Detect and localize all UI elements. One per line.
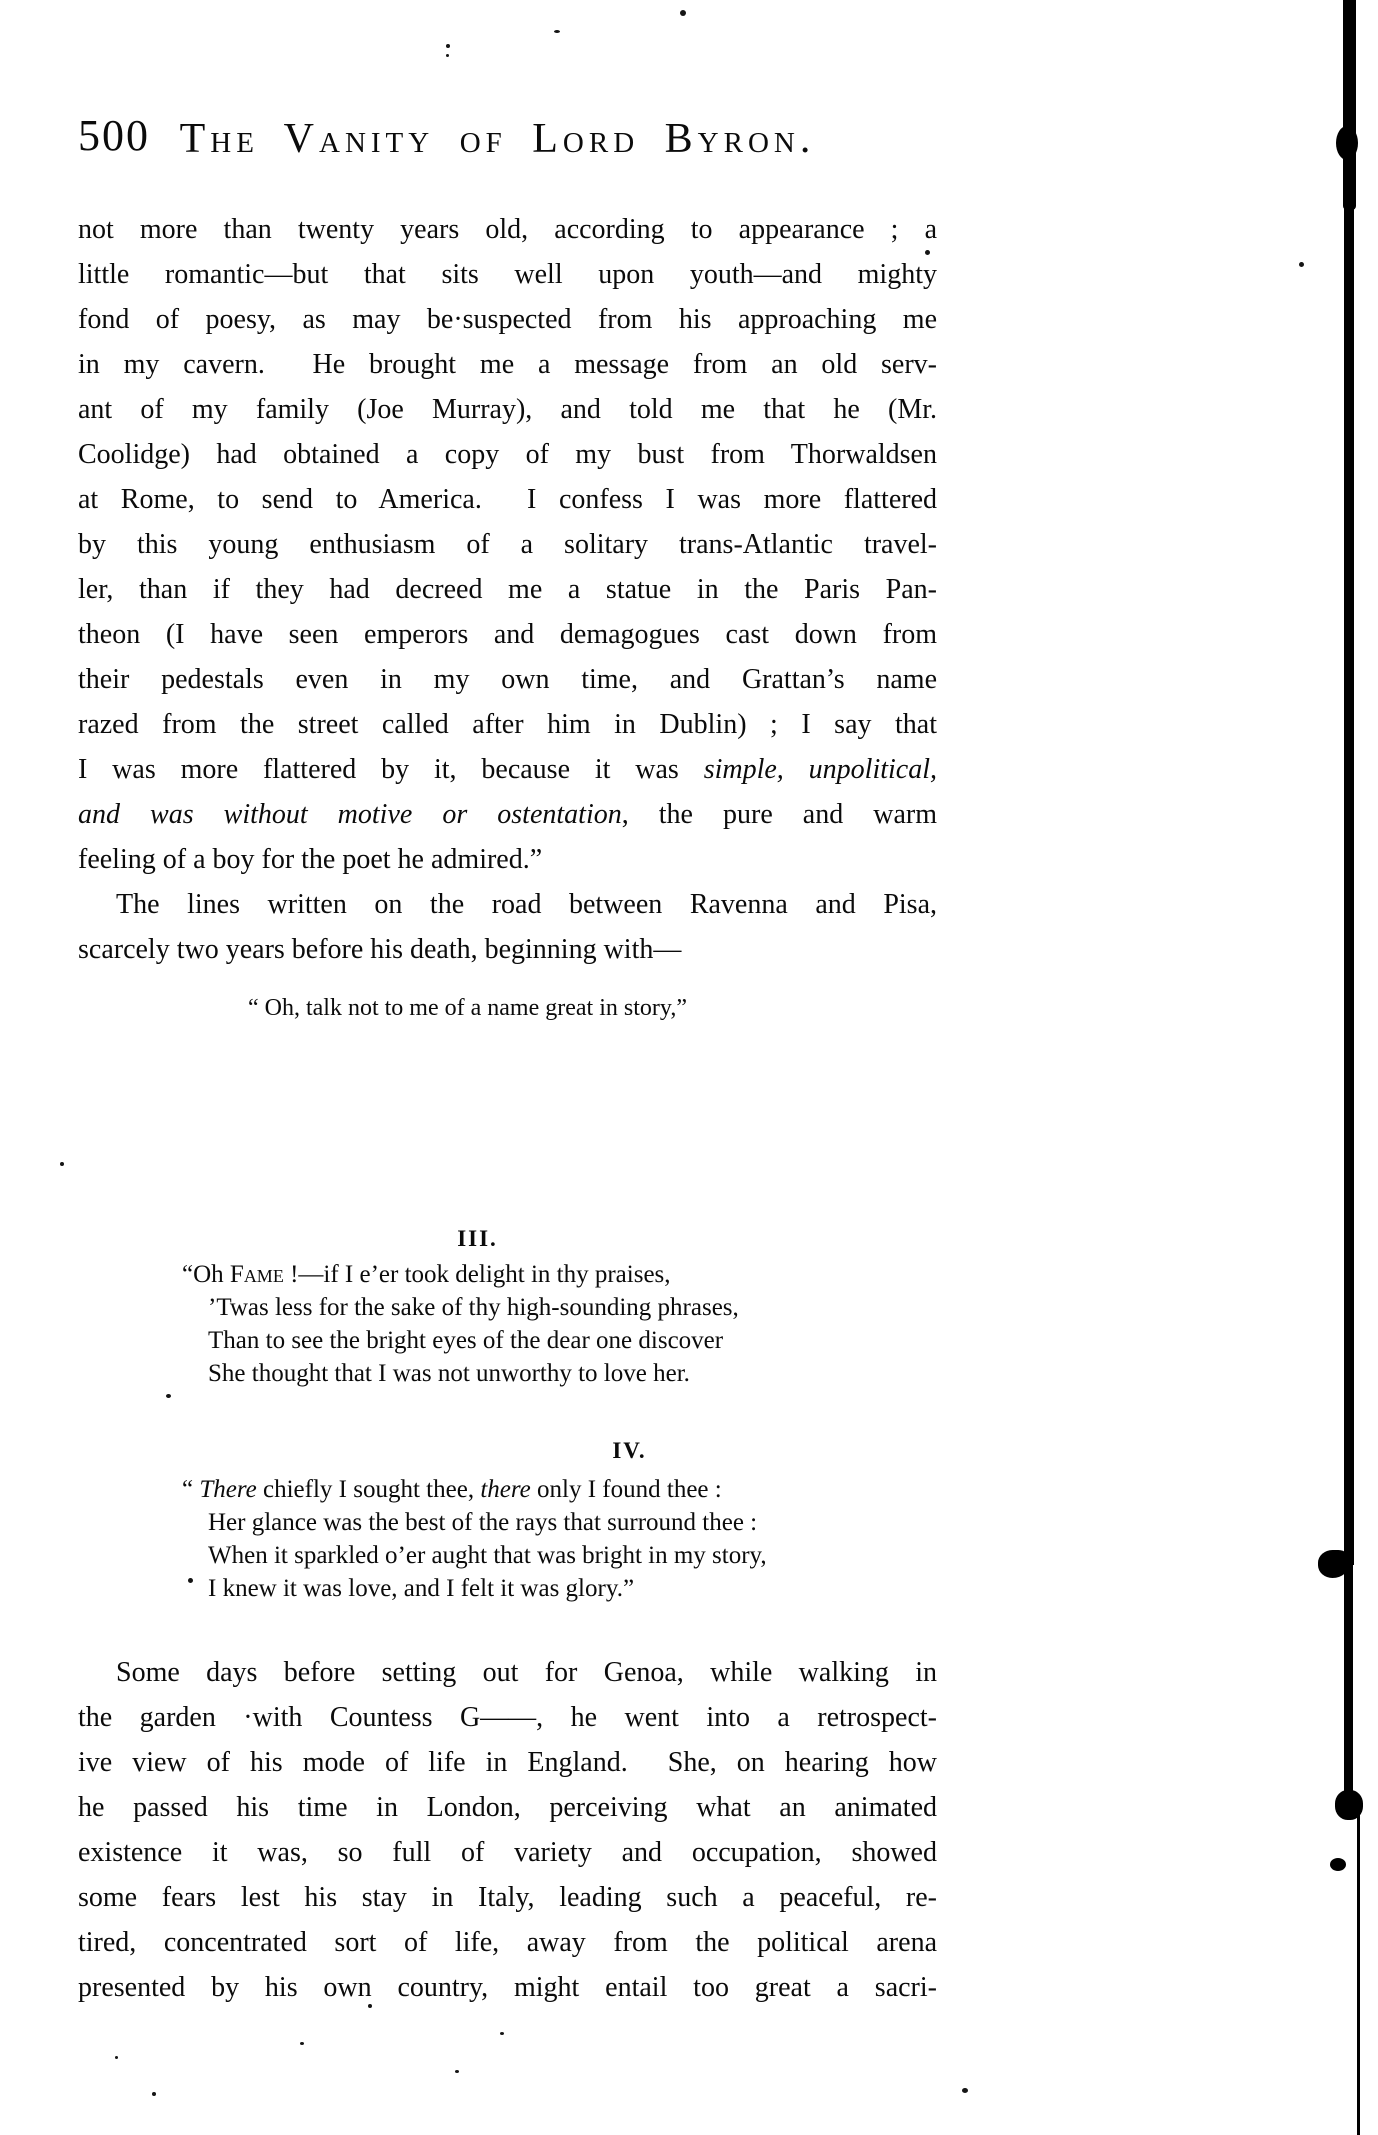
text-line	[78, 1650, 937, 1695]
text-segment: their pedestals even in my own time, and Grattan’s name	[78, 664, 937, 695]
text-line	[78, 432, 937, 477]
text-line	[78, 477, 937, 522]
scan-edge-blob	[1336, 126, 1358, 160]
text-line	[78, 747, 937, 792]
text-line	[78, 1740, 937, 1785]
text-segment: III.	[457, 1226, 498, 1251]
stanza-iii	[78, 1258, 937, 1390]
text-segment: I was more flattered by it, because it was	[78, 754, 704, 785]
text-segment: ive view of his mode of life in England. She, on hearing how	[78, 1747, 937, 1778]
text-segment: in my cavern. He brought me a message from an old serv-	[78, 349, 937, 380]
text-segment: ’Twas less for the sake of thy high-sounding phrases,	[208, 1294, 739, 1321]
text-line	[78, 297, 937, 342]
text-segment: fond of poesy, as may be·suspected from his approaching me	[78, 304, 937, 335]
text-line	[78, 927, 937, 972]
text-segment: the garden ·with Countess G——, he went into a retrospect-	[78, 1702, 937, 1733]
ink-speck	[446, 54, 449, 57]
paragraph-lines-intro	[78, 882, 937, 972]
text-line	[78, 657, 937, 702]
text-line	[78, 792, 937, 837]
text-segment: existence it was, so full of variety and occupation, showed	[78, 1837, 937, 1868]
stanza-number-iv	[78, 1436, 937, 1466]
text-line	[38, 988, 897, 1028]
text-segment: by this young enthusiasm of a solitary trans-Atlantic travel-	[78, 529, 937, 560]
ink-speck	[368, 2004, 372, 2008]
text-line	[200, 1436, 1059, 1466]
text-line	[208, 1291, 937, 1324]
text-line	[208, 1572, 937, 1605]
ink-speck	[188, 1578, 193, 1583]
text-segment: not more than twenty years old, according to appearance ; a	[78, 214, 937, 245]
text-segment: “	[182, 1476, 200, 1503]
text-segment: Some days before setting out for Genoa, while walking in	[116, 1657, 937, 1688]
text-line	[78, 1830, 937, 1875]
text-segment: IV.	[612, 1438, 647, 1463]
text-line	[78, 882, 937, 927]
text-segment: , the pure and warm	[621, 799, 938, 830]
ink-speck	[300, 2042, 304, 2045]
text-segment: only I found thee :	[530, 1476, 722, 1503]
text-segment: little romantic—but that sits well upon youth—and mighty	[78, 259, 937, 290]
text-segment: “Oh F	[182, 1261, 244, 1288]
text-segment: razed from the street called after him in Dublin) ; I say that	[78, 709, 937, 740]
text-segment: I knew it was love, and I felt it was glory.”	[208, 1575, 635, 1602]
ink-speck	[925, 250, 930, 255]
text-line	[208, 1539, 937, 1572]
text-line	[208, 1324, 937, 1357]
text-line	[78, 1695, 937, 1740]
text-segment: tired, concentrated sort of life, away from the political arena	[78, 1927, 937, 1958]
text-segment: Than to see the bright eyes of the dear one discover	[208, 1327, 724, 1354]
text-segment: She thought that I was not unworthy to love her.	[208, 1360, 690, 1387]
ink-speck	[166, 1394, 171, 1398]
scan-edge-blob	[1330, 1858, 1346, 1871]
text-line	[78, 252, 937, 297]
text-segment: chiefly I sought thee,	[256, 1476, 481, 1503]
text-segment: There	[199, 1476, 257, 1503]
text-segment: ant of my family (Joe Murray), and told me that he (Mr.	[78, 394, 937, 425]
text-segment: ame	[243, 1261, 284, 1288]
text-line	[182, 1473, 937, 1506]
text-line	[78, 612, 937, 657]
text-segment: ler, than if they had decreed me a statue in the Paris Pan-	[78, 574, 937, 605]
text-segment: feeling of a boy for the poet he admired.”	[78, 844, 543, 875]
text-segment: some fears lest his stay in Italy, leading such a peaceful, re-	[78, 1882, 937, 1913]
text-segment: he passed his time in London, perceiving what an animated	[78, 1792, 937, 1823]
text-line	[78, 837, 937, 882]
text-segment: !—if I e’er took delight in thy praises,	[283, 1261, 671, 1288]
text-segment: Her glance was the best of the rays that surround thee :	[208, 1509, 758, 1536]
scan-edge-line	[1357, 1812, 1360, 2135]
ink-speck	[962, 2088, 968, 2093]
text-line	[78, 387, 937, 432]
ink-speck	[455, 2070, 459, 2073]
text-segment: Coolidge) had obtained a copy of my bust from Thorwaldsen	[78, 439, 937, 470]
text-line	[78, 1785, 937, 1830]
ink-speck	[115, 2056, 118, 2059]
inline-verse-quote	[78, 988, 937, 1028]
ink-speck	[446, 44, 450, 48]
ink-speck	[500, 2032, 504, 2035]
text-segment: there	[480, 1476, 531, 1503]
text-segment: When it sparkled o’er aught that was bright in my story,	[208, 1542, 767, 1569]
ink-speck	[554, 30, 560, 33]
paragraph-byron-memoir	[78, 207, 937, 882]
stanza-iv	[78, 1473, 937, 1605]
scan-edge-bar	[1344, 1560, 1353, 1810]
text-segment: “ Oh, talk not to me of a name great in story,”	[248, 995, 687, 1021]
page-header	[78, 112, 937, 168]
text-line	[208, 1506, 937, 1539]
scan-edge-bar	[1344, 0, 1354, 1565]
stanza-number-iii	[78, 1224, 937, 1254]
page-number: 500	[78, 111, 150, 160]
running-title: The Vanity of Lord Byron.	[179, 116, 816, 162]
text-line	[78, 1965, 937, 2010]
text-line	[78, 567, 937, 612]
text-line	[78, 207, 937, 252]
ink-speck	[1299, 262, 1304, 267]
text-line	[208, 1357, 937, 1390]
text-segment: and was without motive or ostentation	[78, 799, 622, 830]
ink-speck	[680, 10, 686, 16]
text-line	[182, 1258, 937, 1291]
text-line	[48, 1224, 907, 1254]
text-segment: at Rome, to send to America. I confess I was more flattered	[78, 484, 937, 515]
paragraph-genoa	[78, 1650, 937, 2010]
ink-speck	[60, 1162, 64, 1166]
text-line	[78, 522, 937, 567]
text-line	[78, 1920, 937, 1965]
text-line	[78, 702, 937, 747]
text-segment: scarcely two years before his death, beginning with—	[78, 934, 682, 965]
ink-speck	[152, 2092, 156, 2096]
text-segment: The lines written on the road between Ravenna and Pisa,	[116, 889, 937, 920]
text-line	[78, 342, 937, 387]
text-segment: simple, unpolitical,	[703, 754, 937, 785]
text-line	[78, 1875, 937, 1920]
text-segment: presented by his own country, might entail too great a sacri-	[78, 1972, 937, 2003]
text-segment: theon (I have seen emperors and demagogues cast down from	[78, 619, 937, 650]
